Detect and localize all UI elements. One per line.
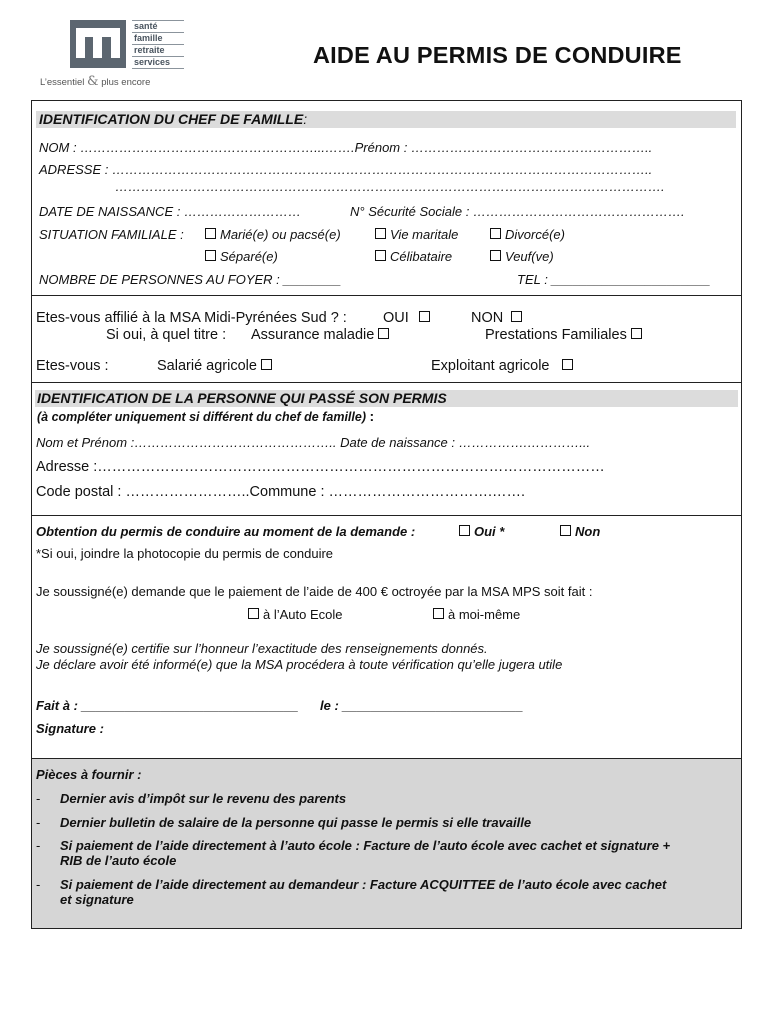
chef-heading [39,111,307,127]
adresse-field[interactable]: ADRESSE : …………………………………………………………………………………………………………….. [39,162,653,177]
affiliation-non-checkbox[interactable] [511,311,522,322]
obtention-oui-option[interactable] [459,524,504,539]
vie-maritale-option[interactable] [375,227,458,242]
obtention-non-option[interactable] [560,524,600,539]
prestations-checkbox[interactable] [631,328,642,339]
exploitant-checkbox[interactable] [562,359,573,370]
logo-line-sante: santé [132,20,184,32]
divider-4 [31,758,742,759]
celibataire-label: Célibataire [390,249,453,264]
separe-option[interactable] [205,249,278,264]
exploitant-label: Exploitant agricole [431,358,550,374]
pieces-item-2: Dernier bulletin de salaire de la personne qui passe le permis si elle travaille [60,815,532,830]
pieces-bullet-3: - [36,838,41,853]
affiliation-non-label: NON [471,310,504,326]
code-postal-field[interactable]: Code postal : ……………………..Commune : …………………………….……. [36,484,526,500]
logo-line-retraite: retraite [132,44,184,56]
personne-sub-text: (à compléter uniquement si différent du chef de famille) [37,410,366,424]
fait-a-field[interactable]: Fait à : ______________________________ [36,698,299,713]
certifie-text: Je soussigné(e) certifie sur l’honneur l’exactitude des renseignements donnés. [36,641,488,656]
tagline-amp: & [87,74,99,89]
separe-label: Séparé(e) [220,249,278,264]
pieces-item-1: Dernier avis d’impôt sur le revenu des parents [60,791,347,806]
msa-logo [70,20,126,68]
moi-meme-option[interactable] [433,607,520,622]
personne-heading: IDENTIFICATION DE LA PERSONNE QUI PASSÉ SON PERMIS [37,390,447,406]
affiliation-non-option[interactable] [471,310,526,326]
pieces-item-4-cont: et signature [60,892,134,907]
obtention-oui-label: Oui * [474,524,505,539]
personne-subheading [37,408,374,424]
signature-field[interactable]: Signature : [36,721,104,736]
personne-sub-colon: : [369,408,375,424]
salarie-option[interactable] [157,358,276,374]
pieces-item-3: Si paiement de l’aide directement à l’auto école : Facture de l’auto école avec cachet et signature + [60,838,671,853]
salarie-checkbox[interactable] [261,359,272,370]
obtention-oui-checkbox[interactable] [459,525,470,536]
divider-3 [31,515,742,516]
chef-heading-text: IDENTIFICATION DU CHEF DE FAMILLE [39,111,304,127]
adresse-field-line2[interactable]: ………………………………………………………………………………………………………………. [115,179,665,194]
veuf-label: Veuf(ve) [505,249,554,264]
divider-2 [31,382,742,383]
divorce-option[interactable] [490,227,565,242]
auto-ecole-checkbox[interactable] [248,608,259,619]
tel-field[interactable]: TEL : ______________________ [517,272,711,287]
divorce-checkbox[interactable] [490,228,501,239]
prestations-label: Prestations Familiales [485,327,627,343]
etes-vous-label: Etes-vous : [36,358,109,374]
obtention-non-label: Non [575,524,601,539]
titre-label: Si oui, à quel titre : [106,327,227,343]
le-field[interactable]: le : _________________________ [320,698,524,713]
assurance-checkbox[interactable] [378,328,389,339]
pieces-item-3-cont: RIB de l’auto école [60,853,177,868]
assurance-label: Assurance maladie [251,327,375,343]
paiement-text: Je soussigné(e) demande que le paiement de l’aide de 400 € octroyée par la MSA MPS soit fait : [36,584,593,599]
veuf-checkbox[interactable] [490,250,501,261]
separe-checkbox[interactable] [205,250,216,261]
nombre-field[interactable]: NOMBRE DE PERSONNES AU FOYER : ________ [39,272,342,287]
page-title: AIDE AU PERMIS DE CONDUIRE [313,42,682,68]
prestations-option[interactable] [485,327,646,343]
exploitant-option[interactable] [431,358,577,374]
secu-field[interactable]: N° Sécurité Sociale : …………………………………………. [350,204,685,219]
pieces-bullet-1: - [36,791,41,806]
pieces-heading: Pièces à fournir : [36,767,142,782]
marie-option[interactable] [205,227,341,242]
obtention-non-checkbox[interactable] [560,525,571,536]
auto-ecole-label: à l’Auto Ecole [263,607,343,622]
obtention-note: *Si oui, joindre la photocopie du permis de conduire [36,546,334,561]
moi-meme-checkbox[interactable] [433,608,444,619]
pieces-bullet-4: - [36,877,41,892]
vie-maritale-checkbox[interactable] [375,228,386,239]
logo-tagline [40,74,150,89]
vie-maritale-label: Vie maritale [390,227,459,242]
tagline-after: plus encore [101,77,151,88]
affiliation-oui-option[interactable] [383,310,434,326]
pieces-item-4: Si paiement de l’aide directement au demandeur : Facture ACQUITTEE de l’auto école avec cachet [60,877,667,892]
personne-adresse-field[interactable]: Adresse :…………………………………………………………………………………………… [36,459,605,475]
celibataire-option[interactable] [375,249,452,264]
marie-label: Marié(e) ou pacsé(e) [220,227,341,242]
affiliation-oui-label: OUI [383,310,409,326]
logo-line-services: services [132,56,184,69]
marie-checkbox[interactable] [205,228,216,239]
veuf-option[interactable] [490,249,554,264]
chef-heading-colon: : [303,111,308,127]
nom-field[interactable]: NOM : ………………………………………………...…….Prénom : ……………………………………………….. [39,140,653,155]
affiliation-oui-checkbox[interactable] [419,311,430,322]
moi-meme-label: à moi-même [448,607,521,622]
celibataire-checkbox[interactable] [375,250,386,261]
tagline-before: L’essentiel [40,77,85,88]
personne-nom-field[interactable]: Nom et Prénom :……………………………………….. Date de naissance : …………….…………... [36,435,591,450]
salarie-label: Salarié agricole [157,358,257,374]
logo-line-famille: famille [132,32,184,44]
auto-ecole-option[interactable] [248,607,343,622]
obtention-question: Obtention du permis de conduire au moment de la demande : [36,524,416,539]
affiliation-question: Etes-vous affilié à la MSA Midi-Pyrénées Sud ? : [36,310,347,326]
divider-1 [31,295,742,296]
situation-label: SITUATION FAMILIALE : [39,227,184,242]
naissance-field[interactable]: DATE DE NAISSANCE : ……………………… [39,204,301,219]
declare-text: Je déclare avoir été informé(e) que la MSA procédera à toute vérification qu’elle jugera utile [36,657,563,672]
msa-logo-mark [70,20,126,68]
assurance-option[interactable] [251,327,393,343]
divorce-label: Divorcé(e) [505,227,565,242]
logo-lines [132,20,184,69]
pieces-bullet-2: - [36,815,41,830]
